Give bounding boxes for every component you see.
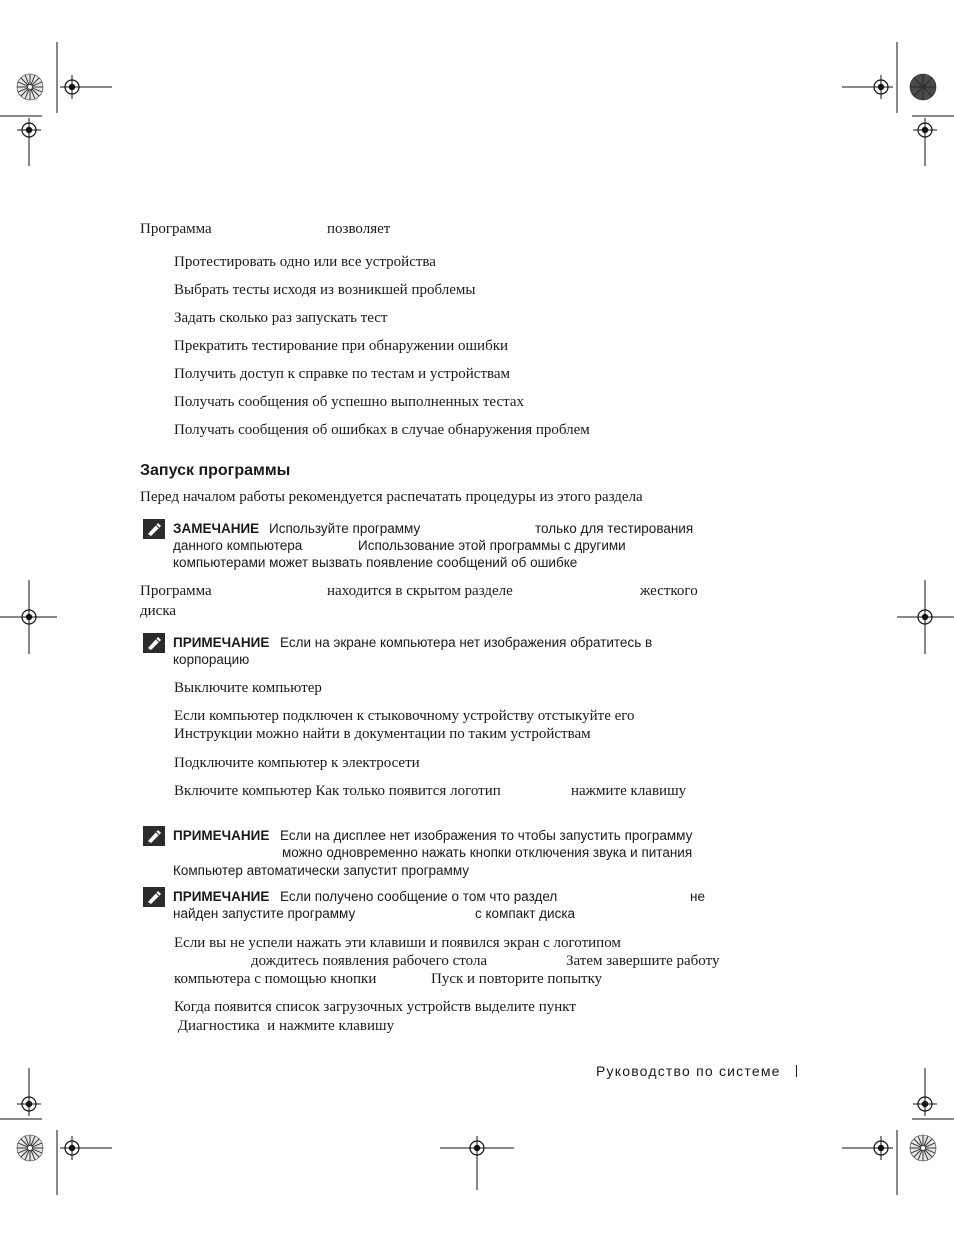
late-text: дождитесь появления рабочего стола [251, 953, 488, 969]
late-text: Если вы не успели нажать эти клавиши и появился экран с логотипом [174, 935, 621, 951]
feature-item: Прекратить тестирование при обнаружении ошибки [174, 338, 509, 354]
feature-item: Получать сообщения об ошибках в случае обнаружения проблем [174, 422, 590, 438]
location-text: диска [140, 603, 177, 619]
notice-text: Используйте программу [269, 521, 421, 536]
pencil-note-icon [143, 826, 165, 846]
note-text: не [690, 889, 705, 904]
location-text: жесткого [640, 583, 698, 599]
note-text: Если на дисплее нет изображения то чтобы запустить программу [280, 828, 693, 843]
late-text: Затем завершите работу [566, 953, 720, 969]
feature-item: Получать сообщения об успешно выполненных тестах [174, 394, 525, 410]
note-label: ПРИМЕЧАНИЕ [173, 889, 270, 904]
note-text: Если получено сообщение о том что раздел [280, 889, 558, 904]
notice-text: данного компьютера [173, 538, 303, 553]
note-text: корпорацию [173, 652, 250, 667]
step-text: нажмите клавишу [571, 783, 687, 799]
step-text: Выключите компьютер [174, 680, 322, 696]
late-text: компьютера с помощью кнопки [174, 971, 377, 987]
step-text: Включите компьютер Как только появится логотип [174, 783, 501, 799]
location-text: находится в скрытом разделе [327, 583, 513, 599]
notice-label: ЗАМЕЧАНИЕ [173, 521, 260, 536]
feature-item: Получить доступ к справке по тестам и устройствам [174, 366, 511, 382]
step-text: Инструкции можно найти в документации по таким устройствам [174, 726, 591, 742]
section-title: Запуск программы [140, 462, 291, 479]
notice-text: только для тестирования [535, 521, 694, 536]
pencil-note-icon [143, 887, 165, 907]
late-text: Пуск и повторите попытку [431, 971, 603, 987]
pencil-note-icon [143, 633, 165, 653]
boot-text: Диагностика и нажмите клавишу [174, 1018, 395, 1034]
feature-item: Протестировать одно или все устройства [174, 254, 436, 270]
note-label: ПРИМЕЧАНИЕ [173, 828, 270, 843]
note-label: ПРИМЕЧАНИЕ [173, 635, 270, 650]
feature-item: Выбрать тесты исходя из возникшей проблемы [174, 282, 476, 298]
pencil-note-icon [143, 519, 165, 539]
note-text: найден запустите программу [173, 906, 356, 921]
note-text: Компьютер автоматически запустит программу [173, 863, 469, 878]
note-text: Если на экране компьютера нет изображения обратитесь в [280, 635, 653, 650]
intro-program-label: Программа [140, 221, 212, 237]
footer-divider [796, 1065, 797, 1077]
notice-text: компьютерами может вызвать появление сообщений об ошибке [173, 555, 578, 570]
step-text: Подключите компьютер к электросети [174, 755, 420, 771]
note-text: с компакт диска [475, 906, 576, 921]
intro-allows: позволяет [327, 221, 391, 237]
section-lead: Перед началом работы рекомендуется распечатать процедуры из этого раздела [140, 489, 643, 505]
note-text: можно одновременно нажать кнопки отключения звука и питания [282, 845, 693, 860]
boot-text: Когда появится список загрузочных устройств выделите пункт [174, 999, 576, 1015]
feature-item: Задать сколько раз запускать тест [174, 310, 388, 326]
step-text: Если компьютер подключен к стыковочному устройству отстыкуйте его [174, 708, 635, 724]
location-text: Программа [140, 583, 212, 599]
footer-title: Руководство по системе [596, 1063, 781, 1079]
notice-text: Использование этой программы с другими [358, 538, 626, 553]
